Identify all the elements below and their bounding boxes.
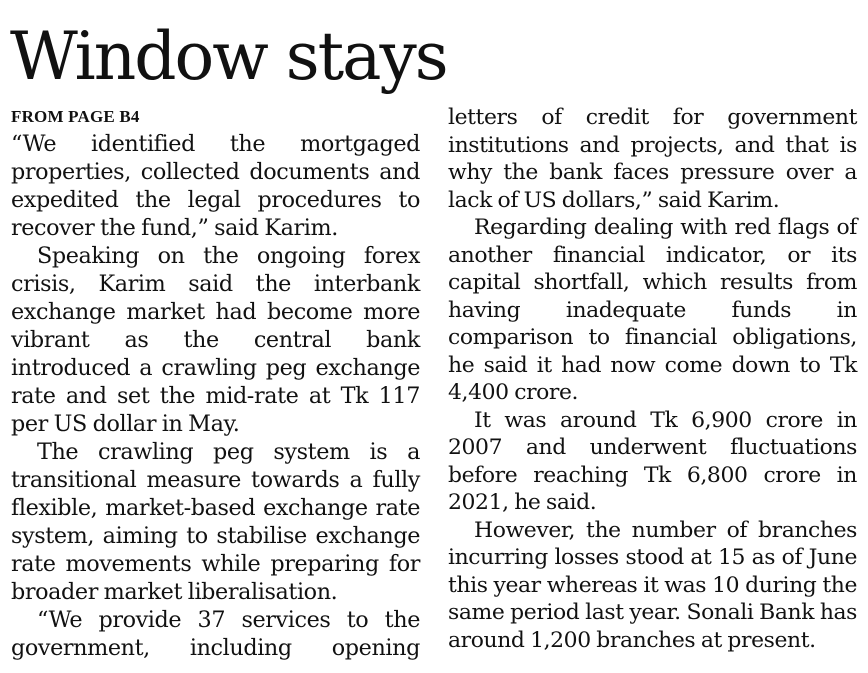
article-paragraph: Speaking on the ongoing forex crisis, Karim said the interbank exchange market had become more vibrant as the central bank introduced a crawling peg exchange rate and set the mid-rate at Tk 117 per US dollar in May.	[11, 243, 420, 437]
article-paragraph: Regarding dealing with red flags of another financial indicator, or its capital shortfall, which results from having inadequate funds in comparison to financial obligations, he said it had now come down to Tk 4,400 crore.	[448, 215, 857, 405]
headline: Window stays	[10, 18, 447, 95]
article-column-left	[11, 104, 420, 662]
article-paragraph: “We identified the mortgaged properties, collected documents and expedited the legal procedures to recover the fund,” said Karim.	[11, 131, 420, 241]
article-column-right	[448, 104, 857, 654]
article-paragraph: letters of credit for government institutions and projects, and that is why the bank faces pressure over a lack of US dollars,” said Karim.	[448, 105, 857, 213]
article-paragraph: It was around Tk 6,900 crore in 2007 and underwent fluctuations before reaching Tk 6,800 crore in 2021, he said.	[448, 407, 857, 515]
article-paragraph: “We provide 37 services to the government, including opening	[11, 607, 420, 661]
article-paragraph: However, the number of branches incurring losses stood at 15 as of June this year whereas it was 10 during the same period last year. Sonali Bank has around 1,200 branches at present.	[448, 517, 857, 653]
continuation-kicker: FROM PAGE B4	[11, 107, 140, 126]
article-paragraph: The crawling peg system is a transitional measure towards a fully flexible, market-based exchange rate system, aiming to stabilise exchange rate movements while preparing for broader market liberalisation.	[11, 439, 420, 605]
